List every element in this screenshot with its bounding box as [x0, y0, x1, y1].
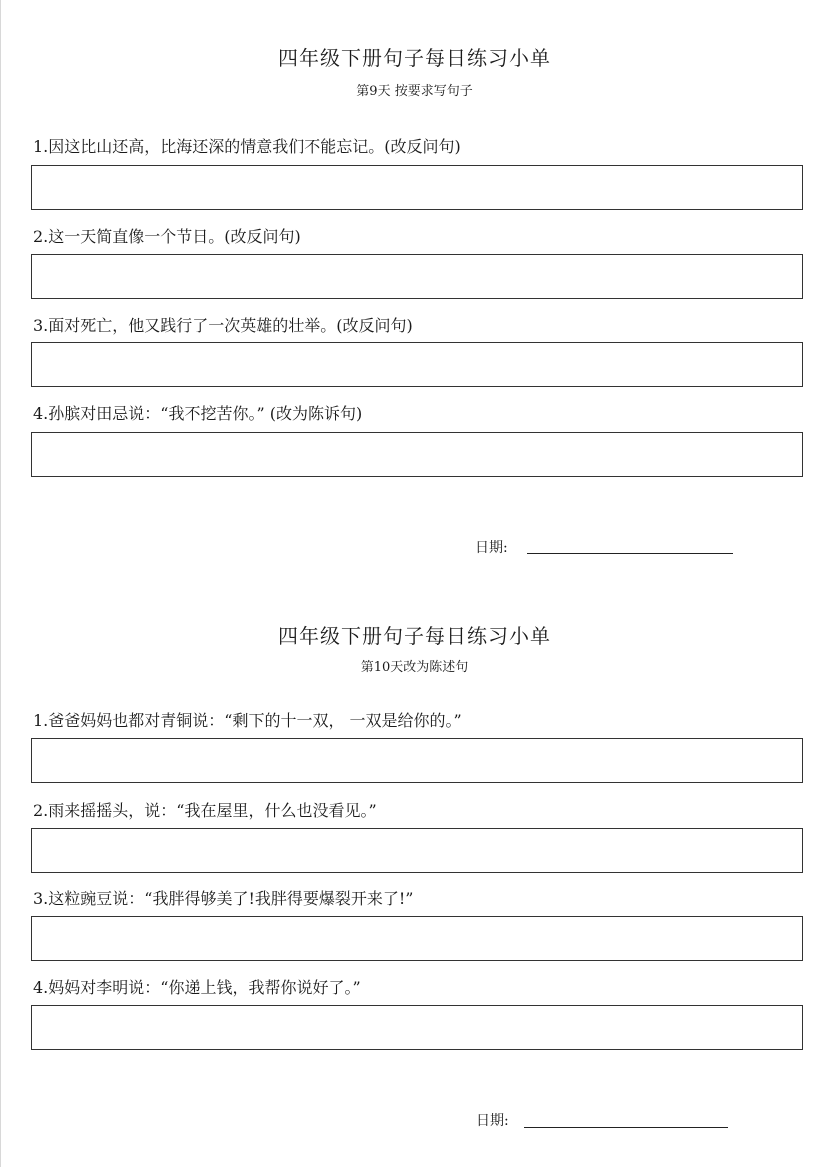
worksheet-subtitle: 第10天改为陈述句: [360, 660, 469, 675]
worksheet-subtitle: 第9天 按要求写句子: [356, 84, 473, 99]
question-1-answer-box[interactable]: [31, 738, 803, 783]
question-1-answer-box[interactable]: [31, 165, 803, 210]
worksheet-title: 四年级下册句子每日练习小单: [278, 46, 551, 70]
date-label: 日期:: [475, 540, 508, 556]
question-3-text: 3.这粒豌豆说：“我胖得够美了!我胖得要爆裂开来了!”: [33, 889, 414, 908]
question-4-text: 4.妈妈对李明说：“你递上钱，我帮你说好了。”: [33, 978, 361, 997]
question-1-text: 1.爸爸妈妈也都对青铜说：“剩下的十一双， 一双是给你的。”: [33, 711, 462, 730]
date-input-line[interactable]: [527, 553, 733, 554]
question-3-answer-box[interactable]: [31, 342, 803, 387]
question-3-answer-box[interactable]: [31, 916, 803, 961]
question-2-text: 2.雨来摇摇头，说：“我在屋里，什么也没看见。”: [33, 801, 377, 820]
question-4-answer-box[interactable]: [31, 432, 803, 477]
question-2-answer-box[interactable]: [31, 254, 803, 299]
question-4-answer-box[interactable]: [31, 1005, 803, 1050]
date-label: 日期:: [476, 1113, 509, 1129]
question-1-text: 1.因这比山还高，比海还深的情意我们不能忘记。(改反问句): [33, 137, 461, 156]
question-4-text: 4.孙膑对田忌说：“我不挖苦你。” (改为陈诉句): [33, 404, 363, 423]
date-input-line[interactable]: [524, 1127, 728, 1128]
worksheet-title: 四年级下册句子每日练习小单: [278, 624, 551, 648]
question-2-answer-box[interactable]: [31, 828, 803, 873]
question-2-text: 2.这一天简直像一个节日。(改反问句): [33, 227, 301, 246]
page-left-edge: [0, 0, 1, 1167]
question-3-text: 3.面对死亡，他又践行了一次英雄的壮举。(改反问句): [33, 316, 413, 335]
